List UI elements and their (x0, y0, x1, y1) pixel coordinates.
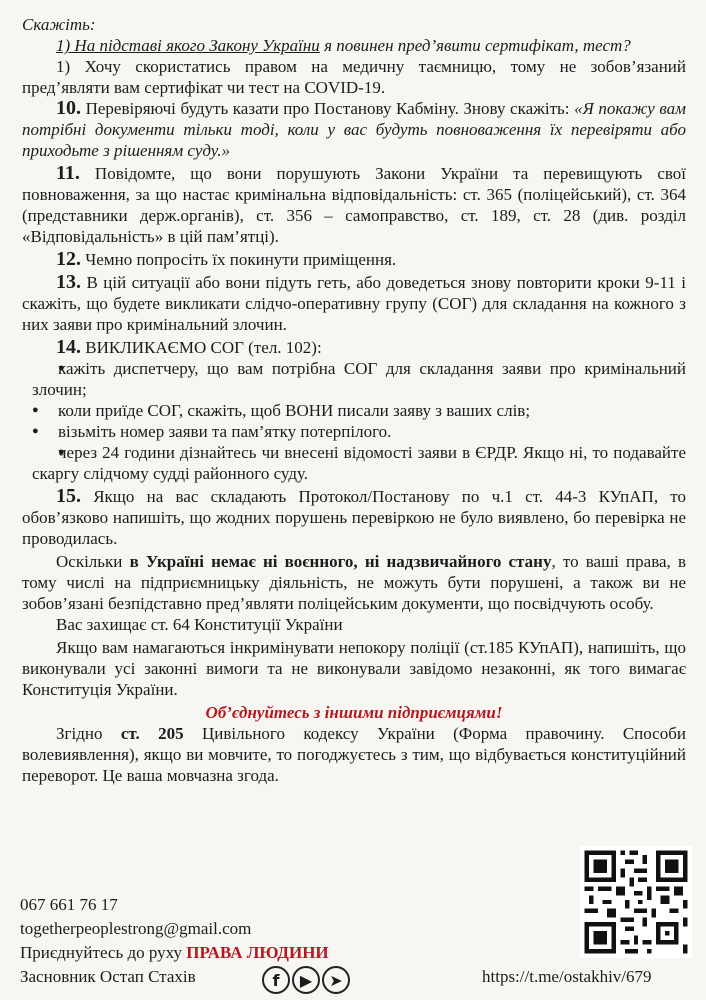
list-item: ● кажіть диспетчеру, що вам потрібна СОГ для складання заяви про кримінальний злочин; (32, 358, 686, 400)
paragraph-civil-code (22, 723, 686, 786)
no-martial-law-emphasis: в Україні немає ні воєнного, ні надзвичайного стану (129, 552, 552, 571)
movement-name: ПРАВА ЛЮДИНИ (186, 943, 329, 962)
phone-number: 067 661 76 17 (20, 895, 118, 914)
step-14-text: ВИКЛИКАЄМО СОГ (тел. 102): (81, 338, 322, 357)
step-14 (22, 337, 686, 358)
telegram-link[interactable]: https://t.me/ostakhiv/679 (482, 967, 652, 986)
step-14-number: 14. (56, 336, 81, 358)
step-12-number: 12. (56, 248, 81, 270)
step-15 (22, 486, 686, 549)
text-span: Оскільки (56, 552, 130, 571)
founder-line: Засновник Остап Стахів (20, 967, 196, 986)
step-11 (22, 163, 686, 247)
intro-say: Скажіть: (22, 15, 96, 34)
youtube-icon[interactable]: ▶ (292, 966, 320, 994)
step-12-text: Чемно попросіть їх покинути приміщення. (81, 250, 397, 269)
question-1-law: 1) На підставі якого Закону України (56, 36, 320, 55)
list-item: ● через 24 години дізнайтесь чи внесені відомості заяви в ЄРДР. Якщо ні, то подавайте скаргу слідчому судді районного суду. (32, 442, 686, 484)
paragraph-disobedience: Якщо вам намагаються інкримінувати непокору поліції (ст.185 КУпАП), напишіть, що виконували усі законні вимоги та не виконували завідомо незаконні, як того вимагає Конституція України. (22, 638, 686, 699)
email-address: togetherpeoplestrong@gmail.com (20, 919, 252, 938)
social-icons (262, 966, 350, 994)
list-item: ● коли приїде СОГ, скажіть, щоб ВОНИ писали заяву з ваших слів; (32, 400, 686, 421)
step-10-number: 10. (56, 97, 81, 119)
step-10-text: Перевіряючі будуть казати про Постанову Кабміну. Знову скажіть: (81, 99, 575, 118)
question-1 (22, 35, 686, 56)
text-span: , то ваші права, в тому числі на підприємницьку діяльність, не можуть бути порушені, а також ви не зобов’язані безпідставно пред’являти поліцейським документи, що посвідчують особу. (22, 552, 686, 613)
step-11-number: 11. (56, 162, 80, 184)
text-span: Згідно (56, 724, 121, 743)
reply-1: 1) Хочу скористатись правом на медичну таємницю, тому не зобов’язаний пред’являти вам сертифікат чи тест на COVID-19. (22, 57, 686, 97)
telegram-icon[interactable]: ➤ (322, 966, 350, 994)
list-item: ● візьміть номер заяви та пам’ятку потерпілого. (32, 421, 686, 442)
step-12 (22, 249, 686, 270)
step-14-list (22, 358, 686, 484)
civil-code-article: ст. 205 (120, 724, 184, 743)
unite-slogan: Об’єднуйтесь з іншими підприємцями! (205, 703, 503, 722)
step-13-number: 13. (56, 271, 81, 293)
paragraph-no-martial-law (22, 551, 686, 614)
text-span: Цивільного кодексу України (Форма правочину. Способи волевиявлення), якщо ви мовчите, то погоджуєтесь з тим, що відбувається конституційний переворот. Це ваша мовчазна згода. (22, 724, 686, 785)
step-11-text: Повідомте, що вони порушують Закони України та перевищують свої повноваження, за що настає кримінальна відповідальність: ст. 365 (поліцейський), ст. 364 (представники держ.органів), ст. 356 – самоправство, ст. 189, ст. 28 (див. розділ «Відповідальність» в цій пам’ятці). (22, 164, 686, 246)
paragraph-constitution: Вас захищає ст. 64 Конституції України (56, 615, 343, 634)
text-span: Приєднуйтесь до руху (20, 943, 187, 962)
question-1-rest: я повинен пред’явити сертифікат, тест? (319, 36, 631, 55)
step-10-quote: «Я покажу вам потрібні документи тільки тоді, коли у вас будуть повноваження їх перевіряти або приходьте з рішенням суду.» (22, 99, 686, 160)
step-13 (22, 272, 686, 335)
step-13-text: В цій ситуації або вони підуть геть, або доведеться знову повторити кроки 9-11 і скажіть, що будете викликати слідчо-оперативну групу (СОГ) для складання на кожного з них заяви про кримінальний злочин. (22, 273, 686, 334)
facebook-icon[interactable]: f (262, 966, 290, 994)
step-10 (22, 98, 686, 161)
step-15-text: Якщо на вас складають Протокол/Постанову по ч.1 ст. 44-3 КУпАП, то обов’язково напишіть, що жодних порушень перевіркою не було виявлено, бо перевірка не проводилась. (22, 487, 686, 548)
qr-code-icon (580, 846, 692, 958)
step-15-number: 15. (56, 485, 81, 507)
